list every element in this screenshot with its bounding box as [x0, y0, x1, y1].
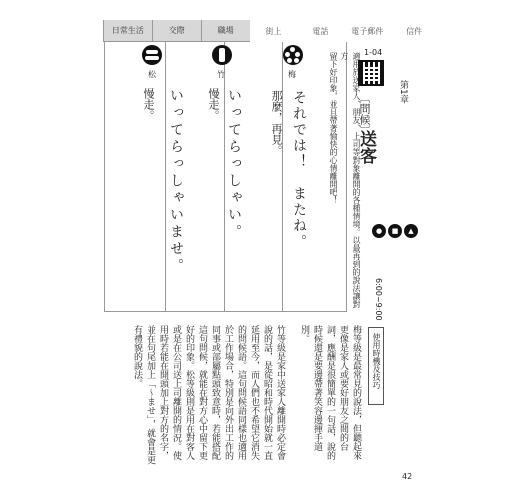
level-name-pine: 松	[148, 70, 156, 79]
tab-letter: 信件	[390, 20, 438, 42]
page-number: 42	[402, 472, 413, 481]
translation-plum: 那麼，再見。	[270, 90, 283, 156]
tab-workplace: 職場	[201, 20, 251, 42]
chapter-label: 第1章	[398, 80, 408, 104]
level-badge-icon: ■	[388, 224, 402, 238]
tab-daily-life: 日常生活	[103, 20, 153, 42]
lesson-description-1: 適用於送家人、朋友、上司等對象離開的各種情境。以最再到的說法讓對方	[340, 52, 361, 308]
pine-tree-icon	[142, 45, 162, 65]
level-name-bamboo: 竹	[217, 70, 225, 79]
category-tabs	[104, 20, 438, 42]
level-badge-icon: ▲	[404, 224, 418, 238]
phrase-bamboo: いってらっしゃい。	[226, 88, 242, 241]
usage-paragraph-2: 竹等級是家中送家人離開時必定會說的話，是從昭和時代開始就一直延用至今，而人們也不希望它消失的問候語。這句問候語同樣也適用於工作場合，特別是向外出工作的同事或部屬點頭致意時，若能搭配這句問候，就能在對方心中留下更好的印象。松等級則是用在對客人或是在公司送上司離開的情況。使用時若能在開頭加上對方的名字，並在句尾加上「～ませ」，就會是更有禮貌的說法。	[132, 325, 285, 465]
lesson-number: 1-04	[364, 48, 383, 57]
tab-phone: 電話	[296, 20, 344, 42]
tab-email: 電子郵件	[343, 20, 391, 42]
divider-line-2	[282, 42, 283, 312]
usage-heading: 使用時機及技巧	[372, 333, 381, 389]
translation-pine: 慢走。	[142, 88, 155, 121]
level-badge-icon: ●	[372, 224, 386, 238]
phrase-plum: それでは！ またね。	[291, 90, 307, 250]
usage-paragraph-1: 梅等級是最常見的說法，但聽起來更像是家人或要好朋友之間的台詞，應酬是很簡單的一句話，說的時候還是要邊帶著笑容邊揮手道別。	[299, 325, 361, 460]
lesson-time: 6:00~9:00	[374, 278, 383, 321]
bottom-frame-line	[104, 311, 347, 312]
tab-street: 街上	[250, 20, 298, 42]
translation-bamboo: 慢走。	[207, 88, 220, 121]
lesson-description-2: 留下好印象，並且帶著愉快的心情離開吧！	[329, 52, 338, 204]
level-indicator	[372, 224, 420, 238]
phrase-pine: いってらっしゃいませ。	[168, 88, 184, 275]
bamboo-icon	[212, 45, 232, 65]
plum-flower-icon	[283, 45, 303, 65]
lesson-category: 〔問候〕	[358, 92, 371, 136]
left-frame-line	[104, 42, 105, 312]
level-name-plum: 梅	[288, 70, 296, 79]
lesson-title: 送客	[356, 130, 376, 164]
tab-social: 交際	[152, 20, 202, 42]
